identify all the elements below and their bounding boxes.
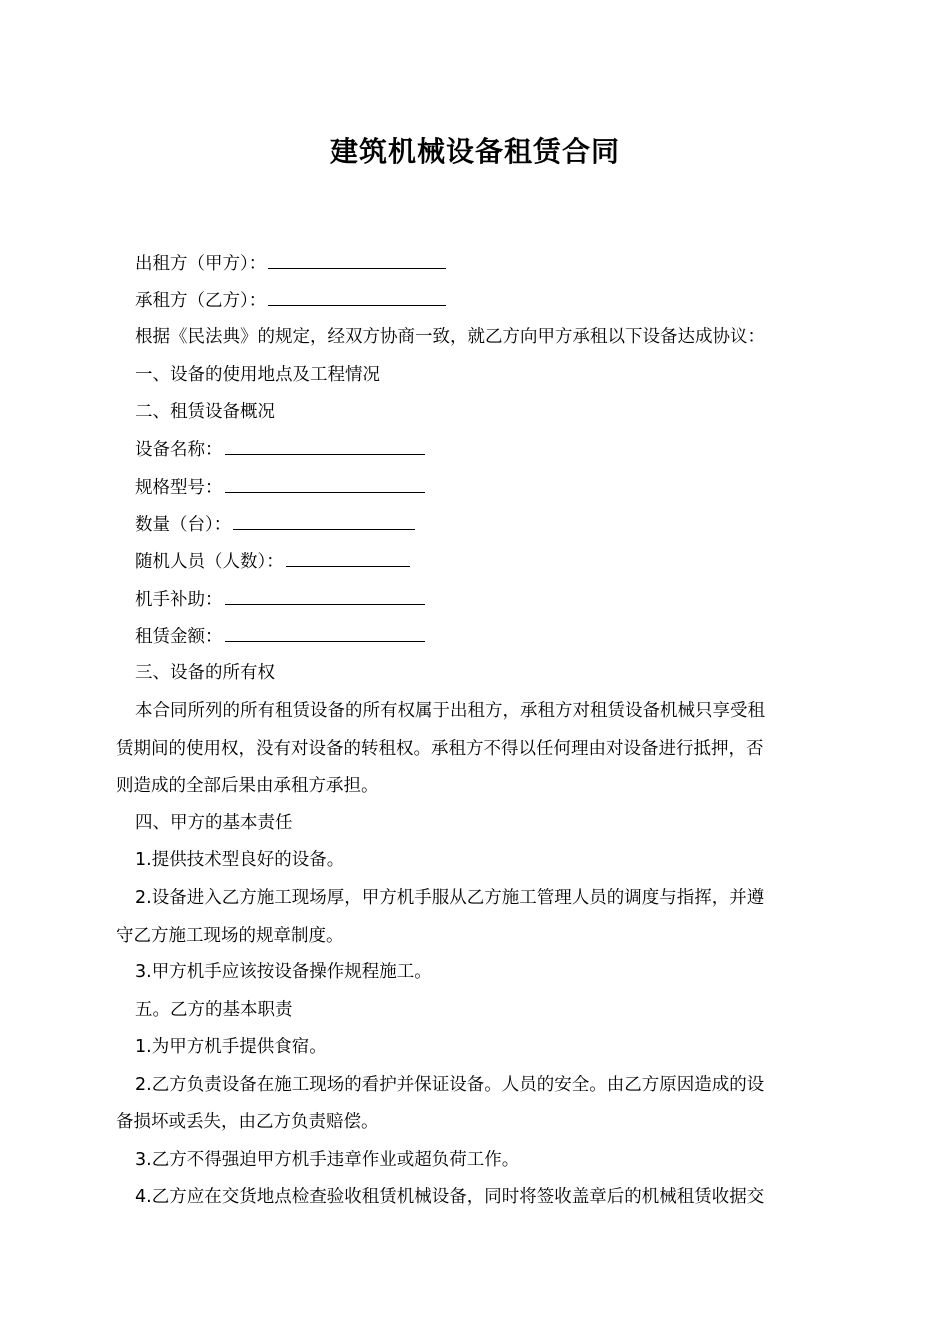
rent-amount-label: 租赁金额： [135, 627, 223, 647]
ownership-text-line-1: 本合同所列的所有租赁设备的所有权属于出租方，承租方对租赁设备机械只享受租 [135, 701, 765, 721]
ownership-text-line-2: 赁期间的使用权，没有对设备的转租权。承租方不得以任何理由对设备进行抵押，否 [116, 739, 764, 759]
party-a-item-2-line-2: 守乙方施工现场的规章制度。 [116, 926, 344, 946]
party-b-item-1: 1.为甲方机手提供食宿。 [135, 1037, 327, 1057]
rent-amount-line [135, 625, 425, 648]
party-b-item-2-line-1: 2.乙方负责设备在施工现场的看护并保证设备。人员的安全。由乙方原因造成的设 [135, 1075, 765, 1095]
section-4-heading: 四、甲方的基本责任 [135, 813, 293, 833]
party-a-item-3: 3.甲方机手应该按设备操作规程施工。 [135, 962, 432, 982]
party-b-item-3: 3.乙方不得强迫甲方机手违章作业或超负荷工作。 [135, 1150, 520, 1170]
operator-allowance-line [135, 588, 425, 611]
staff-label: 随机人员（人数）： [135, 552, 284, 572]
operator-allowance-blank [225, 588, 425, 605]
document-title: 建筑机械设备租赁合同 [329, 135, 620, 168]
model-blank [225, 476, 425, 493]
model-line [135, 476, 425, 499]
party-b-item-4-line-1: 4.乙方应在交货地点检查验收租赁机械设备，同时将签收盖章后的机械租赁收据交 [135, 1187, 765, 1207]
ownership-text-line-3: 则造成的全部后果由承租方承担。 [116, 776, 379, 796]
quantity-label: 数量（台）： [135, 515, 232, 535]
model-label: 规格型号： [135, 478, 223, 498]
equipment-name-blank [225, 438, 425, 455]
quantity-line [135, 513, 415, 536]
equipment-name-line [135, 438, 425, 461]
equipment-name-label: 设备名称： [135, 440, 223, 460]
section-3-heading: 三、设备的所有权 [135, 663, 275, 683]
lessee-line [135, 289, 446, 312]
lessee-label: 承租方（乙方）： [135, 291, 267, 311]
lessor-line [135, 252, 446, 275]
preamble: 根据《民法典》的规定，经双方协商一致，就乙方向甲方承租以下设备达成协议： [135, 327, 765, 347]
lessor-label: 出租方（甲方）： [135, 254, 267, 274]
rent-amount-blank [225, 625, 425, 642]
staff-line [135, 550, 410, 573]
section-5-heading: 五。乙方的基本职责 [135, 1000, 293, 1020]
quantity-blank [233, 513, 415, 530]
lessee-blank [268, 289, 446, 306]
operator-allowance-label: 机手补助： [135, 590, 223, 610]
party-a-item-1: 1.提供技术型良好的设备。 [135, 850, 345, 870]
lessor-blank [268, 252, 446, 269]
party-a-item-2-line-1: 2.设备进入乙方施工现场厚，甲方机手服从乙方施工管理人员的调度与指挥，并遵 [135, 888, 765, 908]
staff-blank [286, 550, 410, 567]
section-1-heading: 一、设备的使用地点及工程情况 [135, 365, 380, 385]
party-b-item-2-line-2: 备损坏或丢失，由乙方负责赔偿。 [116, 1112, 379, 1132]
section-2-heading: 二、租赁设备概况 [135, 402, 275, 422]
